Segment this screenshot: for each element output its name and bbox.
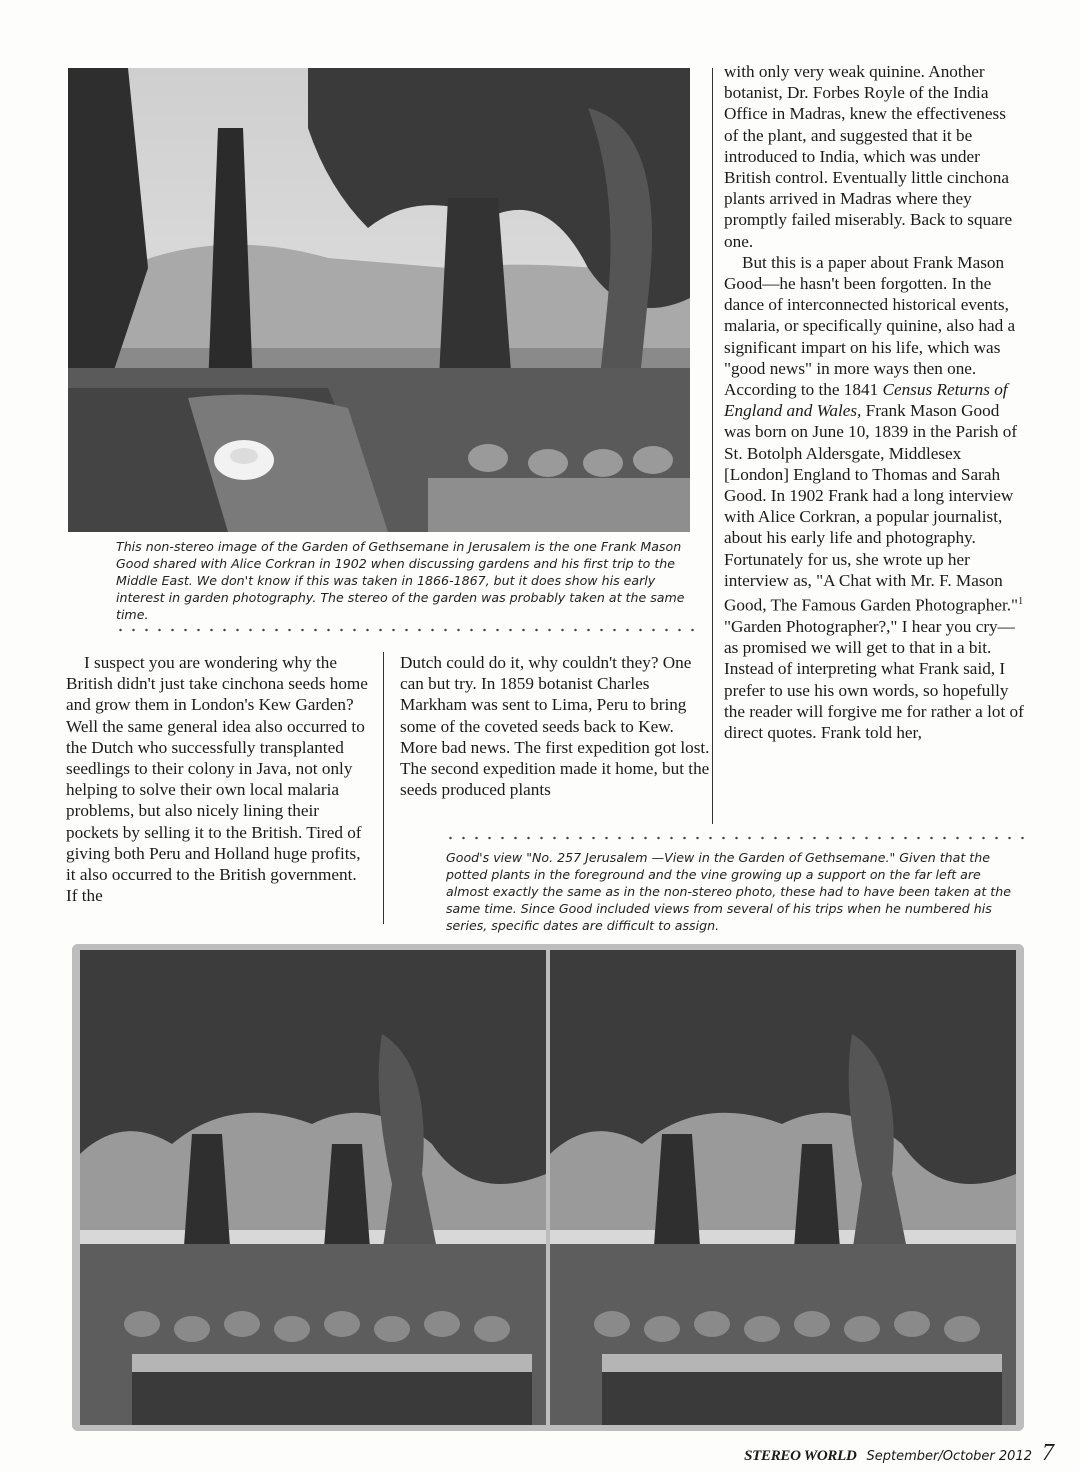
stereo-photo-caption: Good's view "No. 257 Jerusalem —View in the Garden of Gethsemane." Given that the potted plants in the foreground and the vine growing up a support on the far left are almost exactly the same as in the non-stereo photo, these had to have been taken at the same time. Since Good included views from several of his trips when he numbered his series, specific dates are difficult to assign.: [446, 850, 1011, 933]
column-rule-left: [383, 652, 384, 924]
page-number: 7: [1042, 1440, 1054, 1466]
stereo-left-image: [80, 950, 546, 1425]
top-photo-caption: This non-stereo image of the Garden of Gethsemane in Jerusalem is the one Frank Mason Good shared with Alice Corkran in 1902 when discussing gardens and his first trip to the Middle East. We don't know if this was taken in 1866-1867, but it does show his early interest in garden photography. The stereo of the garden was probably taken at the same time.: [116, 539, 685, 622]
footnote-marker: 1: [1018, 596, 1024, 608]
body-column-middle: [400, 652, 710, 800]
right-paragraph-1: with only very weak quinine. Another botanist, Dr. Forbes Royle of the India Office in Madras, knew the effectiveness of the plant, and suggested that it be introduced to India, which was under British control. Eventually little cinchona plants arrived in Madras where they promptly failed miserably. Back to square one.: [724, 62, 1013, 251]
right-paragraph-2: [724, 252, 1024, 743]
body-column-left: [66, 652, 372, 906]
stereo-photo-graphic: [72, 944, 1024, 1431]
stereo-right-image: [550, 950, 1016, 1425]
right-paragraph-2-text-a: But this is a paper about Frank Mason Good—he hasn't been forgotten. In the dance of interconnected historical events, malaria, or specifically quinine, also had a significant impart on his life, which was "good news" in more ways then one. According to the 1841: [724, 252, 1016, 400]
stereo-card-photo: [72, 944, 1024, 1431]
dotted-divider-top: [114, 628, 699, 632]
census-title: Census Returns of England and Wales,: [724, 380, 1008, 421]
magazine-brand: STEREO WORLD: [744, 1448, 857, 1464]
body-column-right: [724, 61, 1024, 743]
garden-photo-graphic: [68, 68, 690, 532]
dotted-divider-bottom: [444, 836, 1034, 840]
column-rule-right: [712, 68, 713, 824]
page-footer: [744, 1440, 1054, 1467]
right-paragraph-2-text-c: "Garden Photographer?," I hear you cry—as promised we will get to that in a bit. Instead of interpreting what Frank said, I prefer to use his own words, so hopefully the reader will forgive me for rather a lot of direct quotes. Frank told her,: [724, 617, 1024, 743]
right-paragraph-2-text-b: Frank Mason Good was born on June 10, 1839 in the Parish of St. Botolph Aldersgate, Middlesex [London] England to Thomas and Sarah Good. In 1902 Frank had a long interview with Alice Corkran, a popular journalist, about his early life and photography. Fortunately for us, she wrote up her interview as, "A Chat with Mr. F. Mason Good, The Famous Garden Photographer.": [724, 401, 1019, 615]
middle-paragraph: Dutch could do it, why couldn't they? One can but try. In 1859 botanist Charles Markham was sent to Lima, Peru to bring some of the coveted seeds back to Kew. More bad news. The first expedition got lost. The second expedition made it home, but the seeds produced plants: [400, 653, 710, 800]
top-garden-photo: [68, 68, 690, 532]
issue-date: September/October 2012: [866, 1449, 1032, 1464]
left-paragraph: I suspect you are wondering why the British didn't just take cinchona seeds home and grow them in London's Kew Garden? Well the same general idea also occurred to the Dutch who successfully transplanted seedlings to their colony in Java, not only helping to solve their own local malaria problems, but also nicely lining their pockets by selling it to the British. Tired of giving both Peru and Holland huge profits, it also occurred to the British government. If the: [66, 653, 368, 906]
